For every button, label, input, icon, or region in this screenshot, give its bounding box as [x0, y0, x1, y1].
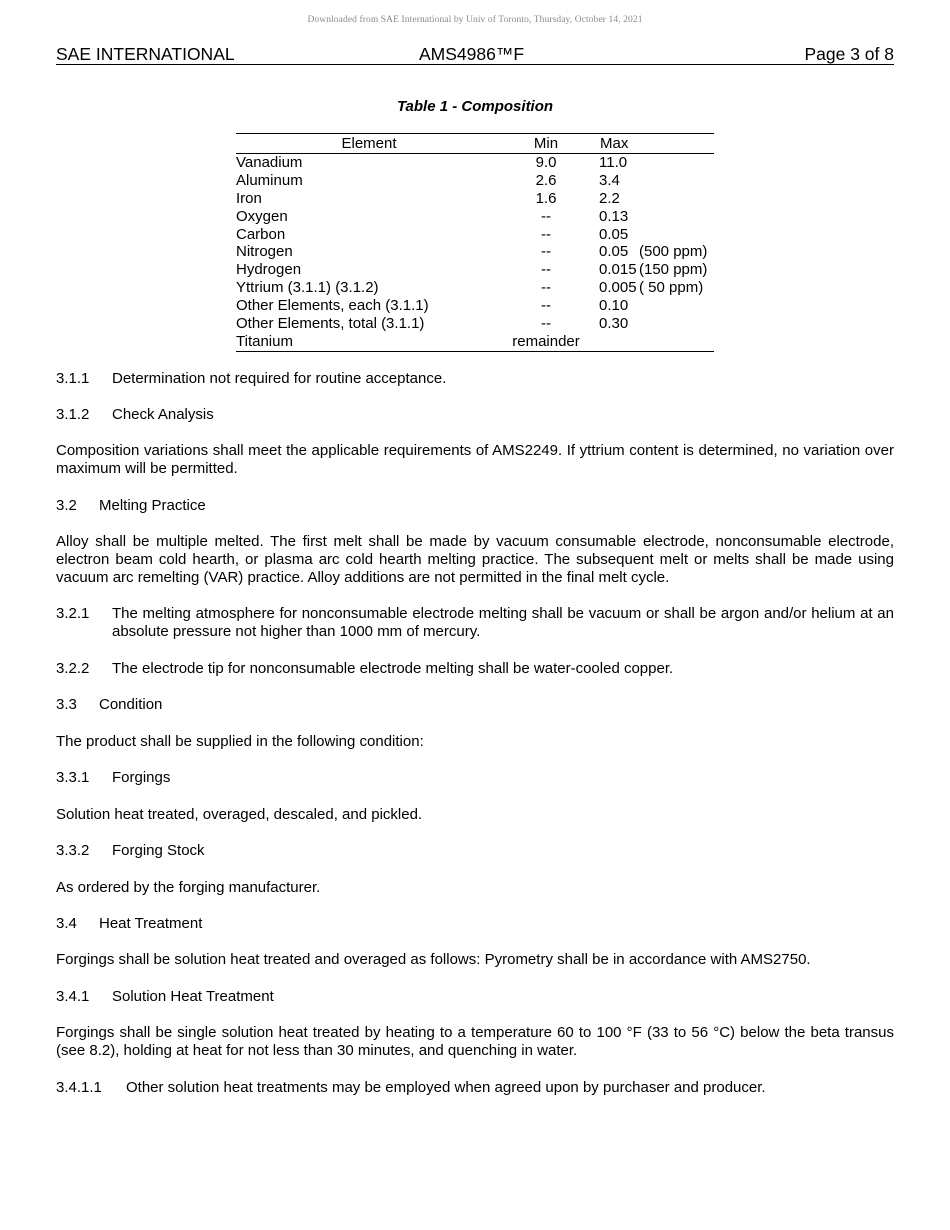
- section-number: 3.1.2: [56, 406, 90, 423]
- cell-max: 0.10: [599, 297, 629, 315]
- cell-max: 0.05: [599, 243, 629, 261]
- cell-max: 0.005: [599, 279, 637, 297]
- cell-element: Yttrium (3.1.1) (3.1.2): [236, 279, 379, 297]
- cell-min: 2.6: [535, 171, 557, 189]
- cell-element: Nitrogen: [236, 243, 293, 261]
- paragraph-condition: The product shall be supplied in the following condition:: [56, 733, 424, 750]
- paragraph-text: Determination not required for routine acceptance.: [112, 370, 447, 387]
- cell-max: 0.015: [599, 261, 637, 279]
- cell-ppm: (150 ppm): [639, 261, 708, 279]
- header-min: Min: [533, 135, 559, 152]
- cell-min: --: [541, 207, 551, 225]
- cell-ppm: (500 ppm): [639, 243, 708, 261]
- paragraph-melting-practice: Alloy shall be multiple melted. The first melt shall be made by vacuum consumable electrode, nonconsumable electrode, electron beam cold hearth, or plasma arc cold hearth melting practice. The subsequent melt or melts shall be made using vacuum arc remelting (VAR) practice. Alloy additions are not permitted in the final melt cycle.: [56, 533, 894, 586]
- table-header-row: [236, 134, 714, 154]
- cell-min: --: [541, 297, 551, 315]
- paragraph-heat-treatment: Forgings shall be solution heat treated and overaged as follows: Pyrometry shall be in accordance with AMS2750.: [56, 951, 811, 968]
- cell-max: 0.05: [599, 225, 629, 243]
- header-organization: SAE INTERNATIONAL: [56, 44, 235, 64]
- heading-3-4-1: [56, 988, 894, 1006]
- cell-max: 0.13: [599, 207, 629, 225]
- section-title: Forgings: [112, 769, 171, 786]
- section-title: Condition: [99, 696, 163, 713]
- table-row: [236, 226, 714, 244]
- cell-min: --: [541, 225, 551, 243]
- cell-element: Hydrogen: [236, 261, 302, 279]
- section-title: Solution Heat Treatment: [112, 988, 274, 1005]
- table-row: [236, 154, 714, 172]
- heading-3-3-1: [56, 769, 894, 787]
- table-row: [236, 279, 714, 297]
- paragraph-forging-stock: As ordered by the forging manufacturer.: [56, 879, 321, 896]
- composition-table: [236, 133, 714, 352]
- table-caption: Table 1 - Composition: [396, 98, 554, 115]
- section-number: 3.2.1: [56, 605, 90, 622]
- cell-min: --: [541, 315, 551, 333]
- cell-max: 11.0: [599, 154, 628, 171]
- section-title: Heat Treatment: [99, 915, 203, 932]
- cell-element: Other Elements, total (3.1.1): [236, 315, 425, 333]
- cell-ppm: ( 50 ppm): [639, 279, 704, 297]
- section-number: 3.2.2: [56, 660, 90, 677]
- paragraph-3-2-2: [56, 660, 894, 678]
- section-number: 3.4.1: [56, 988, 90, 1005]
- cell-element: Carbon: [236, 225, 286, 243]
- heading-3-3-2: [56, 842, 894, 860]
- table-row: [236, 297, 714, 315]
- cell-element: Other Elements, each (3.1.1): [236, 297, 429, 315]
- table-row: [236, 190, 714, 208]
- download-watermark: Downloaded from SAE International by Univ of Toronto, Thursday, October 14, 2021: [307, 15, 643, 25]
- section-number: 3.1.1: [56, 370, 90, 387]
- cell-element: Vanadium: [236, 154, 303, 171]
- paragraph-3-1-1: [56, 370, 894, 388]
- cell-min: 1.6: [535, 189, 557, 207]
- table-row: [236, 243, 714, 261]
- paragraph-text: Other solution heat treatments may be employed when agreed upon by purchaser and producer.: [126, 1079, 766, 1096]
- section-title: Check Analysis: [112, 406, 214, 423]
- cell-element: Aluminum: [236, 171, 303, 189]
- header-max: Max: [600, 135, 629, 152]
- cell-element: Oxygen: [236, 207, 288, 225]
- paragraph-solution-heat-treatment: Forgings shall be single solution heat treated by heating to a temperature 60 to 100 °F (33 to 56 °C) below the beta transus (see 8.2), holding at heat for not less than 30 minutes, and quenching in water.: [56, 1024, 894, 1059]
- cell-max: 3.4: [599, 171, 620, 189]
- cell-element: Titanium: [236, 332, 293, 350]
- paragraph-text: The electrode tip for nonconsumable electrode melting shall be water-cooled copper.: [112, 660, 674, 677]
- cell-min: --: [541, 243, 551, 261]
- section-number: 3.4: [56, 915, 77, 932]
- header-element: Element: [341, 135, 397, 152]
- section-number: 3.2: [56, 497, 77, 514]
- section-number: 3.3.1: [56, 769, 90, 786]
- section-number: 3.3: [56, 696, 77, 713]
- section-number: 3.4.1.1: [56, 1079, 102, 1096]
- header-page-number: Page 3 of 8: [804, 44, 894, 64]
- cell-max: 0.30: [599, 315, 629, 333]
- table-body: [236, 154, 714, 351]
- cell-element: Iron: [236, 189, 262, 207]
- table-row: [236, 261, 714, 279]
- paragraph-forgings: Solution heat treated, overaged, descaled, and pickled.: [56, 806, 423, 823]
- section-title: Forging Stock: [112, 842, 205, 859]
- cell-min: --: [541, 261, 551, 279]
- table-row: [236, 333, 714, 351]
- table-row: [236, 172, 714, 190]
- table-row: [236, 208, 714, 226]
- section-number: 3.3.2: [56, 842, 90, 859]
- cell-min: 9.0: [535, 154, 557, 171]
- paragraph-3-2-1: [56, 605, 894, 641]
- cell-max: 2.2: [599, 189, 620, 207]
- cell-min: --: [541, 279, 551, 297]
- heading-3-1-2: [56, 406, 894, 424]
- section-title: Melting Practice: [99, 497, 206, 514]
- paragraph-text: The melting atmosphere for nonconsumable electrode melting shall be vacuum or shall be argon and/or helium at an absolute pressure not higher than 1000 mm of mercury.: [112, 605, 894, 640]
- page-header: [56, 44, 894, 65]
- table-row: [236, 315, 714, 333]
- cell-min: remainder: [512, 332, 580, 350]
- header-document-number: AMS4986™F: [419, 44, 525, 64]
- paragraph-check-analysis: Composition variations shall meet the applicable requirements of AMS2249. If yttrium content is determined, no variation over maximum will be permitted.: [56, 442, 894, 477]
